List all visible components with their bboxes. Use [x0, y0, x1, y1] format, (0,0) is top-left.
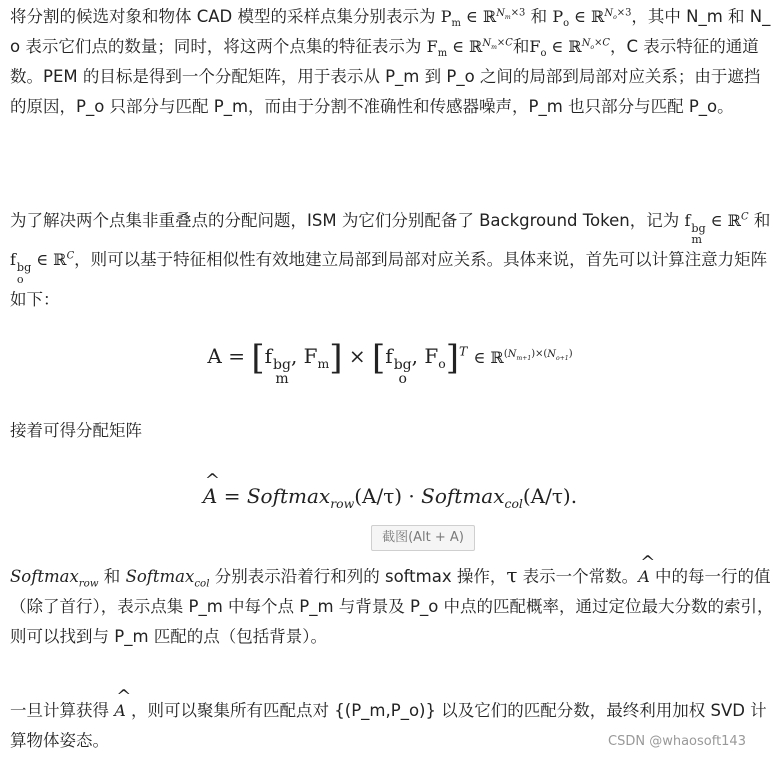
math-softmax-row: Softmax$_{row}$	[10, 567, 99, 590]
math-softmax-col: Softmax$_{col}$	[125, 567, 210, 590]
math-fo: $F_o$ ∈ ℝ$^{N_o\times C}$	[529, 37, 610, 60]
equation-assignment-matrix: ^ A = Softmax$_{row}$(A/τ) · Softmax$_{col}$(A/τ).	[0, 484, 780, 508]
watermark: CSDN @whaosoft143	[608, 734, 746, 749]
math-po: $P_o$ ∈ ℝ$^{N_o\times 3}$	[552, 7, 632, 30]
screenshot-tooltip: 截图(Alt + A)	[371, 525, 475, 551]
math-fo-bg: f bg o ∈ ℝ$^C$	[10, 250, 75, 286]
paragraph-background-token: 为了解决两个点集非重叠点的分配问题，ISM 为它们分别配备了 Background Token，记为 f bg m ∈ ℝ$^C$ 和 f bg o ∈ ℝ$^C$，则可以基于特征相似性有效地建立局部到局部对应关系。具体来说，首先可以计算注意力矩阵如下：	[10, 211, 771, 309]
paragraph-assignment-intro: 接着可得分配矩阵	[10, 421, 142, 440]
math-fm-bg: f bg m ∈ ℝ$^C$	[684, 211, 749, 247]
paragraph-point-sets: 将分割的候选对象和物体 CAD 模型的采样点集分别表示为 $P_m$ ∈ ℝ$^{N_m\times 3}$ 和 $P_o$ ∈ ℝ$^{N_o\times 3}$，其中 N_m 和 N_o 表示它们点的数量；同时，将这两个点集的特征表示为 $F_m$ ∈ ℝ$^{N_m\times C}$和$F_o$ ∈ ℝ$^{N_o\times C}$，C 表示特征的通道数。PEM 的目标是得到一个分配矩阵，用于表示从 P_m 到 P_o 之间的局部到局部对应关系；由于遮挡的原因，P_o 只部分与匹配 P_m，而由于分割不准确性和传感器噪声，P_m 也只部分与匹配 P_o。	[10, 7, 771, 116]
math-pm: $P_m$ ∈ ℝ$^{N_m\times 3}$	[440, 7, 526, 30]
paragraph-svd: 一旦计算获得 ^ A ，则可以聚集所有匹配点对 {(P_m,P_o)} 以及它们的匹配分数，最终利用加权 SVD 计算物体姿态。	[10, 696, 774, 756]
equation-attention-matrix: A = [f bg m , $F_m] \times [f$ bg o , $F_o]^T$ ∈ ℝ$^{(N_{m+1})\times(N_{o+1})}$	[207, 338, 573, 387]
math-tau: τ	[506, 563, 518, 587]
paragraph-softmax: Softmax$_{row}$ 和 Softmax$_{col}$ 分别表示沿着行和列的 softmax 操作，τ 表示一个常数。^ A 中的每一行的值（除了首行），表示点集 P_m 中每个点 P_m 与背景及 P_o 中点的匹配概率，通过定位最大分数的索引，则可以找到与 P_m 匹配的点（包括背景）。	[10, 560, 774, 652]
math-a-hat-2: ^ A	[114, 696, 126, 726]
math-a-hat: ^ A	[638, 562, 650, 592]
math-fm: $F_m$ ∈ ℝ$^{N_m\times C}$	[426, 37, 513, 60]
